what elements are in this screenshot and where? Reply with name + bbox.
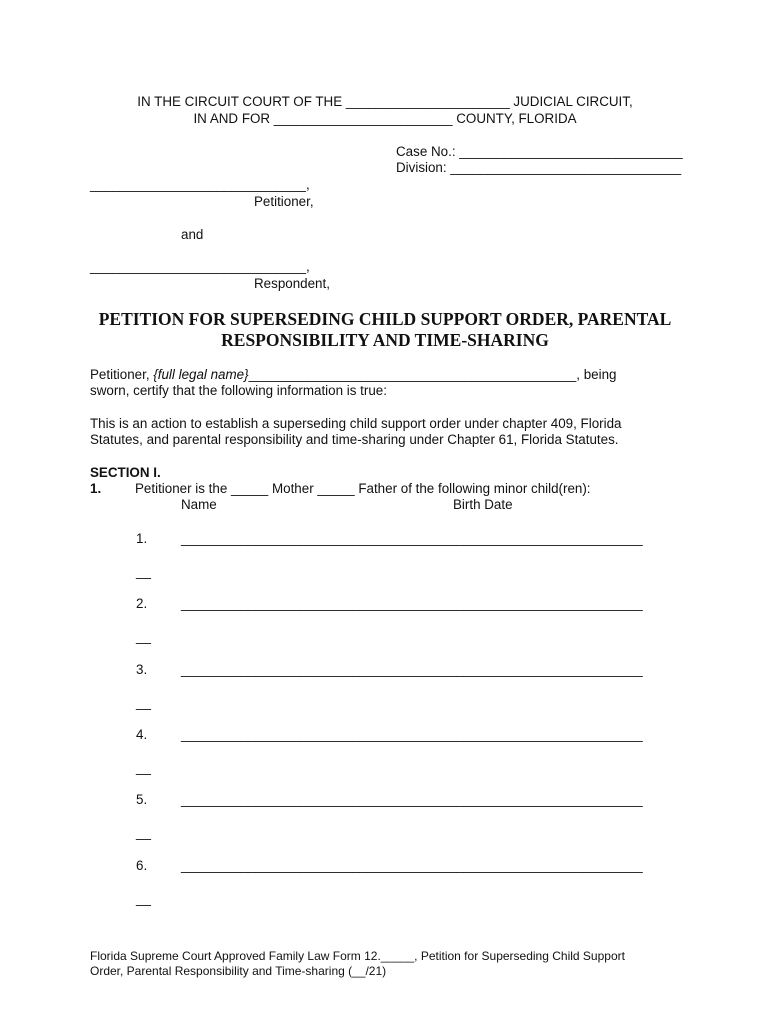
document-title-line-2: RESPONSIBILITY AND TIME-SHARING <box>221 330 549 350</box>
court-line-1: IN THE CIRCUIT COURT OF THE ______________________ JUDICIAL CIRCUIT, <box>137 94 633 109</box>
child-entry-line: ______________________________________________________________ <box>181 531 643 546</box>
intro-line-1 <box>90 367 616 383</box>
child-number: 3. <box>136 662 148 677</box>
respondent-blank: _____________________________, <box>90 259 310 274</box>
full-legal-name-hint: {full legal name} <box>153 367 249 382</box>
child-number: 4. <box>136 727 148 742</box>
and-label: and <box>181 227 204 242</box>
child-entry-tail: __ <box>136 825 151 840</box>
child-entry-line: ______________________________________________________________ <box>181 792 643 807</box>
child-number: 5. <box>136 792 148 807</box>
petitioner-blank: _____________________________, <box>90 177 310 192</box>
child-entry-tail: __ <box>136 564 151 579</box>
child-entry-tail: __ <box>136 891 151 906</box>
child-entry-tail: __ <box>136 760 151 775</box>
division: Division: _______________________________ <box>396 160 682 175</box>
child-entry-line: ______________________________________________________________ <box>181 596 643 611</box>
intro-suffix: ____________________________________________, being <box>248 367 617 382</box>
child-number: 6. <box>136 858 148 873</box>
child-entry-tail: __ <box>136 629 151 644</box>
case-number: Case No.: ______________________________ <box>396 144 683 159</box>
footer-line-2: Order, Parental Responsibility and Time-sharing (__/21) <box>90 964 387 978</box>
child-entry-line: ______________________________________________________________ <box>181 858 643 873</box>
child-entry-line: ______________________________________________________________ <box>181 662 643 677</box>
child-entry-line: ______________________________________________________________ <box>181 727 643 742</box>
intro-line-2: sworn, certify that the following information is true: <box>90 383 387 398</box>
court-line-2: IN AND FOR ________________________ COUNTY, FLORIDA <box>193 111 577 126</box>
item-number: 1. <box>90 481 102 496</box>
child-number: 1. <box>136 531 148 546</box>
intro-prefix: Petitioner, <box>90 367 154 382</box>
child-entry-tail: __ <box>136 695 151 710</box>
respondent-label: Respondent, <box>254 276 330 291</box>
footer-line-1: Florida Supreme Court Approved Family Law Form 12._____, Petition for Superseding Child Support <box>90 949 625 963</box>
child-number: 2. <box>136 596 148 611</box>
action-line-1: This is an action to establish a superseding child support order under chapter 409, Florida <box>90 416 622 431</box>
column-name: Name <box>181 497 217 512</box>
petitioner-label: Petitioner, <box>254 194 314 209</box>
item-text: Petitioner is the _____ Mother _____ Father of the following minor child(ren): <box>135 481 591 496</box>
column-birth-date: Birth Date <box>453 497 513 512</box>
document-title-line-1: PETITION FOR SUPERSEDING CHILD SUPPORT ORDER, PARENTAL <box>98 309 672 329</box>
action-line-2: Statutes, and parental responsibility and time-sharing under Chapter 61, Florida Statutes. <box>90 432 619 447</box>
section-heading: SECTION I. <box>90 465 161 480</box>
